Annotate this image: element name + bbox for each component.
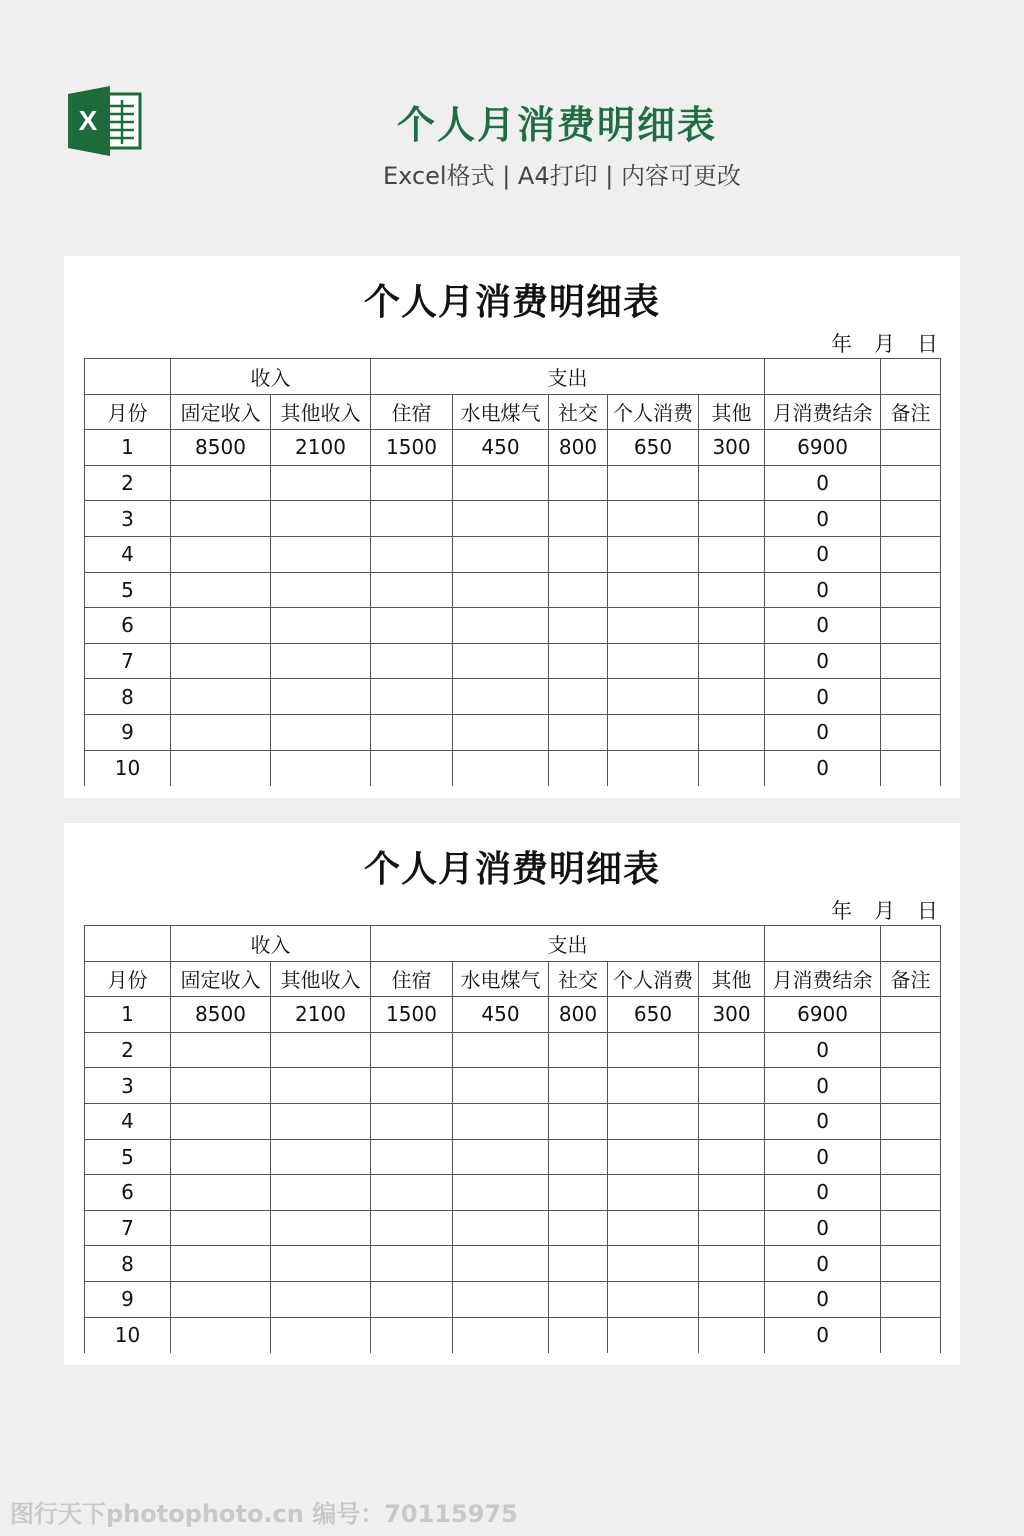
date-month-label: 月: [874, 332, 895, 356]
table-cell: [608, 1139, 699, 1175]
column-header: 住宿: [371, 394, 453, 430]
table-cell: [699, 714, 765, 750]
table-cell: [881, 1068, 941, 1104]
table-cell: 7: [85, 643, 171, 679]
table-row: [85, 1246, 941, 1282]
table-cell: [881, 465, 941, 501]
income-group-header: 收入: [171, 359, 371, 395]
table-cell: [881, 501, 941, 537]
table-cell: [371, 1210, 453, 1246]
table-cell: 8500: [171, 997, 271, 1033]
table-cell: [453, 1103, 549, 1139]
table-cell: [699, 1032, 765, 1068]
table-cell: 2100: [271, 997, 371, 1033]
table-row: [85, 1068, 941, 1104]
table-cell: 10: [85, 1317, 171, 1353]
table-cell: [271, 608, 371, 644]
table-cell: [271, 643, 371, 679]
table-cell: 6900: [765, 430, 881, 466]
column-header: 备注: [881, 394, 941, 430]
table-cell: [171, 465, 271, 501]
table-cell: 300: [699, 997, 765, 1033]
table-cell: [171, 714, 271, 750]
table-cell: 800: [549, 430, 608, 466]
table-cell: [608, 536, 699, 572]
table-cell: [371, 572, 453, 608]
table-cell: [453, 1317, 549, 1353]
table-cell: [699, 1139, 765, 1175]
table-cell: [171, 1068, 271, 1104]
table-cell: 7: [85, 1210, 171, 1246]
table-row: [85, 714, 941, 750]
table-cell: [608, 608, 699, 644]
table-cell: [699, 679, 765, 715]
sheet-title: 个人月消费明细表: [363, 282, 660, 323]
table-cell: [549, 608, 608, 644]
table-cell: [371, 608, 453, 644]
page-header: [0, 0, 1024, 230]
table-cell: [699, 750, 765, 786]
column-header: 月消费结余: [765, 394, 881, 430]
table-cell: [271, 1139, 371, 1175]
table-cell: [549, 465, 608, 501]
column-header: 住宿: [371, 961, 453, 997]
table-cell: [608, 1210, 699, 1246]
table-cell: 300: [699, 430, 765, 466]
table-cell: [371, 643, 453, 679]
date-day-label: 日: [917, 899, 938, 923]
table-cell: [608, 572, 699, 608]
table-cell: [271, 679, 371, 715]
table-cell: [699, 1103, 765, 1139]
table-row: [85, 430, 941, 466]
table-row: [85, 750, 941, 786]
table-cell: 0: [765, 643, 881, 679]
table-cell: 0: [765, 714, 881, 750]
column-header: 其他收入: [271, 961, 371, 997]
table-cell: [271, 1068, 371, 1104]
table-row: [85, 643, 941, 679]
table-cell: [549, 1068, 608, 1104]
table-cell: 0: [765, 1281, 881, 1317]
column-header: 个人消费: [608, 394, 699, 430]
table-cell: 9: [85, 714, 171, 750]
table-cell: [453, 1210, 549, 1246]
table-cell: [699, 1210, 765, 1246]
table-row: [85, 501, 941, 537]
table-cell: [453, 1281, 549, 1317]
table-cell: [171, 679, 271, 715]
table-cell: [699, 1281, 765, 1317]
column-header-row: [85, 394, 941, 430]
table-cell: 3: [85, 1068, 171, 1104]
table-cell: 10: [85, 750, 171, 786]
table-cell: [608, 465, 699, 501]
table-cell: [549, 1281, 608, 1317]
column-header: 备注: [881, 961, 941, 997]
table-cell: [271, 572, 371, 608]
table-cell: 2: [85, 1032, 171, 1068]
table-cell: [549, 750, 608, 786]
watermark: 图行天下photophoto.cn 编号：70115975: [10, 1500, 518, 1528]
table-cell: [171, 501, 271, 537]
date-line: [809, 328, 938, 358]
table-cell: [371, 536, 453, 572]
table-cell: [608, 750, 699, 786]
table-cell: [549, 536, 608, 572]
table-cell: [453, 1175, 549, 1211]
expense-group-header: 支出: [371, 926, 765, 962]
table-cell: 800: [549, 997, 608, 1033]
table-cell: [699, 1317, 765, 1353]
column-header: 其他: [699, 961, 765, 997]
table-cell: [453, 750, 549, 786]
table-cell: [371, 1317, 453, 1353]
column-header: 固定收入: [171, 961, 271, 997]
table-cell: 0: [765, 1210, 881, 1246]
table-cell: [271, 1317, 371, 1353]
table-cell: [881, 572, 941, 608]
table-cell: [608, 714, 699, 750]
table-cell: [371, 750, 453, 786]
table-cell: [699, 465, 765, 501]
table-cell: [608, 679, 699, 715]
table-cell: 0: [765, 1032, 881, 1068]
table-cell: 0: [765, 750, 881, 786]
table-row: [85, 1281, 941, 1317]
blank-cell: [85, 926, 171, 962]
table-cell: [608, 1068, 699, 1104]
table-cell: [549, 679, 608, 715]
table-cell: [699, 572, 765, 608]
table-row: [85, 1032, 941, 1068]
table-cell: [881, 1175, 941, 1211]
table-cell: [271, 465, 371, 501]
table-cell: 2: [85, 465, 171, 501]
income-group-header: 收入: [171, 926, 371, 962]
table-cell: [371, 501, 453, 537]
table-cell: [371, 1281, 453, 1317]
table-cell: [371, 1068, 453, 1104]
table-row: [85, 536, 941, 572]
table-cell: 650: [608, 430, 699, 466]
blank-cell: [85, 359, 171, 395]
table-cell: [371, 1032, 453, 1068]
table-cell: [453, 1139, 549, 1175]
table-cell: [171, 536, 271, 572]
table-cell: [453, 643, 549, 679]
table-cell: [881, 1032, 941, 1068]
table-cell: [699, 536, 765, 572]
table-row: [85, 679, 941, 715]
table-cell: 0: [765, 1175, 881, 1211]
table-cell: [371, 1103, 453, 1139]
table-cell: [549, 572, 608, 608]
table-cell: [881, 750, 941, 786]
column-header: 月份: [85, 394, 171, 430]
table-cell: [271, 1032, 371, 1068]
column-header: 水电煤气: [453, 961, 549, 997]
table-cell: [453, 536, 549, 572]
table-cell: [699, 643, 765, 679]
table-cell: [881, 714, 941, 750]
table-cell: 8: [85, 679, 171, 715]
table-cell: 1: [85, 997, 171, 1033]
table-cell: [549, 501, 608, 537]
table-cell: 6900: [765, 997, 881, 1033]
table-cell: 0: [765, 1068, 881, 1104]
table-cell: [271, 714, 371, 750]
table-cell: [371, 1139, 453, 1175]
table-cell: [171, 1139, 271, 1175]
group-header-row: [85, 359, 941, 395]
table-cell: [271, 501, 371, 537]
table-cell: 0: [765, 679, 881, 715]
table-cell: [171, 1175, 271, 1211]
table-cell: [171, 1103, 271, 1139]
table-cell: [171, 1246, 271, 1282]
table-cell: [549, 1103, 608, 1139]
table-cell: [608, 501, 699, 537]
table-cell: 6: [85, 608, 171, 644]
table-cell: 0: [765, 608, 881, 644]
table-cell: 1: [85, 430, 171, 466]
sheet-preview-2: [64, 823, 960, 1365]
table-cell: [608, 1032, 699, 1068]
column-header: 社交: [549, 394, 608, 430]
date-month-label: 月: [874, 899, 895, 923]
table-cell: [549, 1317, 608, 1353]
table-cell: 1500: [371, 997, 453, 1033]
expense-table: [84, 358, 941, 786]
sheet-title: 个人月消费明细表: [363, 849, 660, 890]
table-cell: [171, 1281, 271, 1317]
table-cell: 0: [765, 1103, 881, 1139]
table-cell: [881, 1103, 941, 1139]
column-header: 月份: [85, 961, 171, 997]
table-cell: [453, 1068, 549, 1104]
table-cell: [699, 1246, 765, 1282]
table-cell: [171, 608, 271, 644]
table-cell: [881, 997, 941, 1033]
table-cell: [881, 643, 941, 679]
table-cell: [549, 643, 608, 679]
table-cell: [371, 679, 453, 715]
table-cell: [271, 536, 371, 572]
table-cell: [549, 1210, 608, 1246]
column-header-row: [85, 961, 941, 997]
table-cell: [171, 1317, 271, 1353]
table-cell: 0: [765, 465, 881, 501]
table-cell: [699, 1175, 765, 1211]
table-cell: [371, 465, 453, 501]
column-header: 个人消费: [608, 961, 699, 997]
table-cell: [171, 1032, 271, 1068]
table-cell: [608, 643, 699, 679]
blank-cell: [765, 359, 881, 395]
column-header: 其他: [699, 394, 765, 430]
table-cell: 3: [85, 501, 171, 537]
expense-group-header: 支出: [371, 359, 765, 395]
table-cell: 2100: [271, 430, 371, 466]
column-header: 月消费结余: [765, 961, 881, 997]
table-cell: [271, 1103, 371, 1139]
table-cell: [881, 1210, 941, 1246]
table-cell: [271, 1210, 371, 1246]
table-cell: [453, 1032, 549, 1068]
table-row: [85, 465, 941, 501]
table-cell: [881, 430, 941, 466]
table-cell: [271, 1175, 371, 1211]
table-row: [85, 997, 941, 1033]
table-cell: [371, 1246, 453, 1282]
table-cell: 4: [85, 1103, 171, 1139]
table-cell: [171, 572, 271, 608]
table-cell: 4: [85, 536, 171, 572]
table-cell: [271, 750, 371, 786]
table-row: [85, 1317, 941, 1353]
table-cell: [881, 1317, 941, 1353]
table-cell: [453, 572, 549, 608]
table-cell: [608, 1103, 699, 1139]
table-cell: [171, 1210, 271, 1246]
expense-table: [84, 925, 941, 1353]
table-cell: [699, 501, 765, 537]
table-row: [85, 1175, 941, 1211]
table-cell: 0: [765, 572, 881, 608]
table-cell: [453, 608, 549, 644]
date-day-label: 日: [917, 332, 938, 356]
table-cell: [453, 465, 549, 501]
table-row: [85, 1139, 941, 1175]
table-cell: 5: [85, 1139, 171, 1175]
column-header: 社交: [549, 961, 608, 997]
table-cell: [881, 1281, 941, 1317]
blank-cell: [881, 926, 941, 962]
table-row: [85, 608, 941, 644]
sheet-preview-1: [64, 256, 960, 798]
table-cell: [881, 536, 941, 572]
table-cell: [881, 1246, 941, 1282]
table-cell: 450: [453, 997, 549, 1033]
table-cell: [549, 1139, 608, 1175]
table-cell: 9: [85, 1281, 171, 1317]
table-cell: [608, 1281, 699, 1317]
table-cell: [699, 1068, 765, 1104]
page-title: 个人月消费明细表: [396, 103, 717, 147]
table-cell: 8: [85, 1246, 171, 1282]
date-year-label: 年: [831, 899, 852, 923]
group-header-row: [85, 926, 941, 962]
table-cell: [453, 714, 549, 750]
table-cell: [271, 1281, 371, 1317]
table-row: [85, 1210, 941, 1246]
table-cell: [271, 1246, 371, 1282]
table-cell: [608, 1246, 699, 1282]
table-cell: 0: [765, 501, 881, 537]
table-cell: 0: [765, 1246, 881, 1282]
table-cell: [881, 679, 941, 715]
table-cell: [453, 1246, 549, 1282]
column-header: 其他收入: [271, 394, 371, 430]
table-cell: 0: [765, 536, 881, 572]
page-subtitle: Excel格式 | A4打印 | 内容可更改: [383, 162, 741, 190]
date-line: [809, 895, 938, 925]
svg-text:X: X: [78, 105, 98, 136]
table-cell: [371, 714, 453, 750]
table-cell: 1500: [371, 430, 453, 466]
column-header: 固定收入: [171, 394, 271, 430]
table-cell: [699, 608, 765, 644]
table-cell: 450: [453, 430, 549, 466]
table-cell: [453, 679, 549, 715]
table-row: [85, 1103, 941, 1139]
table-cell: [881, 1139, 941, 1175]
table-cell: 5: [85, 572, 171, 608]
table-cell: [608, 1317, 699, 1353]
table-row: [85, 572, 941, 608]
table-cell: [171, 643, 271, 679]
table-cell: 0: [765, 1317, 881, 1353]
date-year-label: 年: [831, 332, 852, 356]
table-cell: [371, 1175, 453, 1211]
table-cell: 8500: [171, 430, 271, 466]
blank-cell: [881, 359, 941, 395]
table-cell: 650: [608, 997, 699, 1033]
table-cell: [881, 608, 941, 644]
table-cell: 0: [765, 1139, 881, 1175]
table-cell: [549, 714, 608, 750]
table-cell: [453, 501, 549, 537]
table-cell: [171, 750, 271, 786]
column-header: 水电煤气: [453, 394, 549, 430]
table-cell: [549, 1175, 608, 1211]
table-cell: [608, 1175, 699, 1211]
table-cell: 6: [85, 1175, 171, 1211]
blank-cell: [765, 926, 881, 962]
table-cell: [549, 1246, 608, 1282]
table-cell: [549, 1032, 608, 1068]
